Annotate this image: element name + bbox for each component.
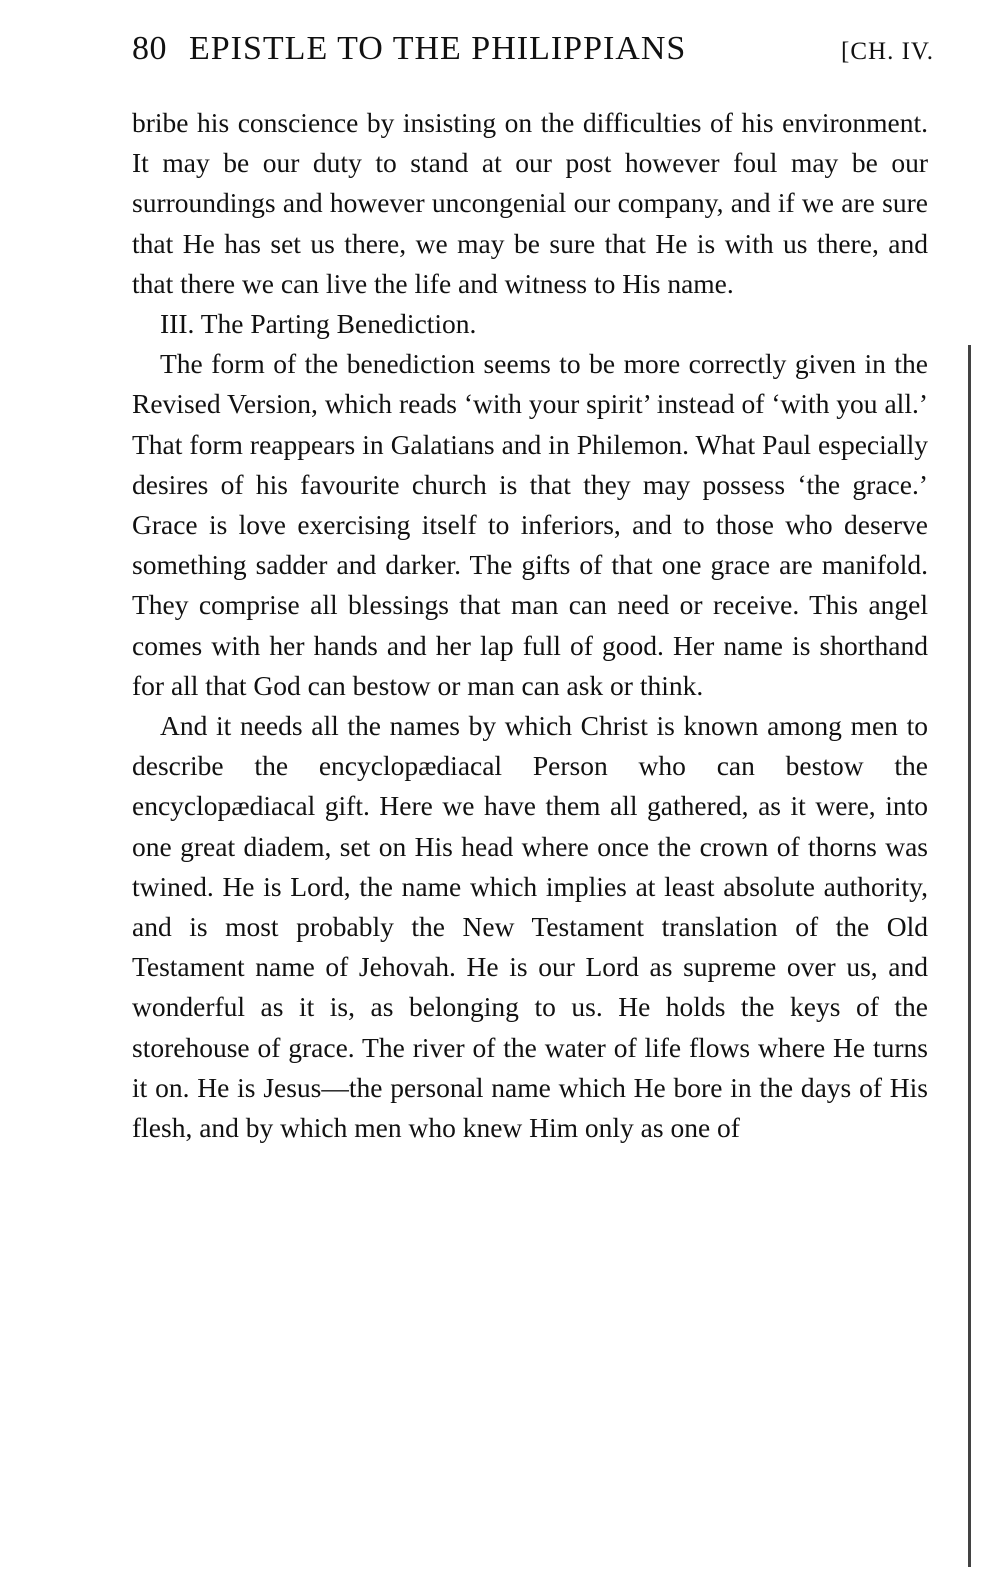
section-heading: III. The Parting Benediction. bbox=[160, 308, 477, 340]
chapter-reference: [CH. IV. bbox=[841, 38, 934, 65]
paragraph-continued: bribe his conscience by insisting on the difficulties of his environment. It may be our duty to stand at our post however foul may be our surroundings and however uncongenial our company, and if we are sure that He has set us there, we may be sure that He is with us there, and that there we can live the life and witness to His name. bbox=[132, 107, 928, 299]
running-header bbox=[132, 30, 934, 80]
paragraph: And it needs all the names by which Christ is known among men to describe the encyclopædiacal Person who can bestow the encyclopædiacal gift. Here we have them all gathered, as it were, into one great diadem, set on His head where once the crown of thorns was twined. He is Lord, the name which implies at least absolute authority, and is most probably the New Testament translation of the Old Testament name of Jehovah. He is our Lord as supreme over us, and wonderful as it is, as belonging to us. He holds the keys of the storehouse of grace. The river of the water of life flows where He turns it on. He is Jesus—the personal name which He bore in the days of His flesh, and by which men who knew Him only as one of bbox=[132, 710, 928, 1144]
page-number: 80 bbox=[132, 30, 167, 67]
body-text bbox=[132, 103, 928, 1148]
page-edge-shadow bbox=[968, 345, 971, 1567]
paragraph: The form of the benediction seems to be more correctly given in the Revised Version, which reads ‘with your spirit’ instead of ‘with you all.’ That form reappears in Galatians and in Philemon. What Paul especially desires of his favourite church is that they may possess ‘the grace.’ Grace is love exercising itself to inferiors, and to those who deserve something sadder and darker. The gifts of that one grace are manifold. They comprise all blessings that man can need or receive. This angel comes with her hands and her lap full of good. Her name is shorthand for all that God can bestow or man can ask or think. bbox=[132, 348, 928, 701]
running-title: EPISTLE TO THE PHILIPPIANS bbox=[189, 30, 687, 67]
